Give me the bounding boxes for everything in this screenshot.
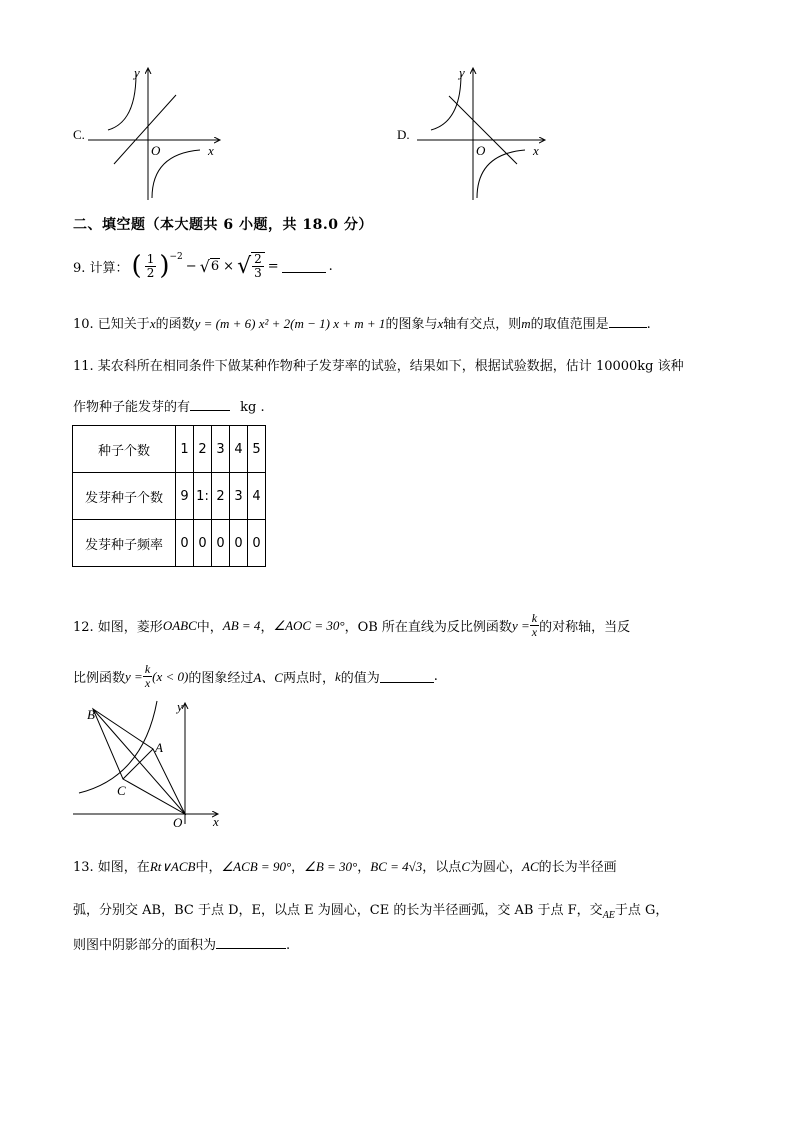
table-row: 发芽种子频率 0 0 0 0 0	[73, 520, 266, 567]
answer-blank-10[interactable]	[609, 315, 647, 328]
point-label-b: B	[87, 707, 95, 722]
question-11-line2: 作物种子能发芽的有 kg .	[73, 400, 265, 415]
q9-fraction: $\frac{1}{2}$	[146, 251, 155, 280]
question-9: 9. 计算： ( $\frac{1}{2}$ ) −2 − √ 6 × √ $\frac{2}{3}$ = .	[73, 251, 333, 281]
table-row: 发芽种子个数 9 1: 2 3 4	[73, 473, 266, 520]
question-13-line2: 弧，分别交 AB，BC 于点 D，E，以点 E 为圆心，CE 的长为半径画弧，交 AB 于点 F，交$_{AE}$于点 G，	[73, 903, 669, 921]
question-11-line1: 11. 某农科所在相同条件下做某种作物种子发芽率的试验，结果如下，根据试验数据，估计 10000kg 该种	[73, 359, 684, 374]
seed-table	[72, 425, 266, 567]
q10-formula: y = (m + 6) x² + 2(m − 1) x + m + 1	[194, 316, 386, 331]
point-label-c: C	[117, 783, 126, 798]
point-label-a: A	[155, 740, 163, 755]
option-c-graph	[88, 60, 228, 205]
answer-blank-13[interactable]	[216, 936, 286, 949]
q9-exponent: −2	[169, 252, 183, 262]
section-title: 二、填空题（本大题共 6 小题，共 18.0 分）	[73, 217, 373, 233]
question-12-line1: 12. 如图，菱形 OABC 中， AB = 4 ， ∠AOC = 30° ，OB 所在直线为反比例函数 y = $\frac{k}{x}$ 的对称轴，当反	[73, 611, 631, 639]
option-d-graph	[413, 60, 553, 205]
origin-label: O	[151, 143, 161, 158]
axis-label-y: y	[134, 65, 140, 80]
axis-label-y: y	[177, 699, 183, 714]
line-graph	[114, 95, 176, 164]
axis-label-y: y	[459, 65, 465, 80]
q9-sqrt6: √ 6	[199, 256, 220, 276]
q9-prefix: 9. 计算：	[73, 260, 129, 276]
question-13-line1: 13. 如图，在Rt∨ACB中，∠ACB = 90°，∠B = 30°，BC = 4√3，以点C为圆心，AC的长为半径画	[73, 859, 617, 875]
hyperbola-branch-upper-left	[431, 74, 461, 130]
question-13-line3: 则图中阴影部分的面积为 .	[73, 938, 291, 953]
arc-ae: AE	[602, 910, 615, 921]
diagonal-ac	[123, 749, 153, 779]
axis-label-x: x	[533, 143, 539, 158]
option-d-label: D.	[397, 127, 410, 142]
question-10: 10. 已知关于x的函数y = (m + 6) x² + 2(m − 1) x + m + 1的图象与x轴有交点，则m的取值范围是 .	[73, 316, 651, 332]
hyperbola-branch-upper-left	[108, 74, 136, 130]
axis-label-x: x	[213, 814, 219, 829]
answer-blank-9[interactable]	[282, 260, 326, 273]
q9-sqrt-frac: √ $\frac{2}{3}$	[237, 252, 265, 280]
answer-blank-11[interactable]	[190, 398, 230, 411]
option-c-label: C.	[73, 127, 85, 142]
origin-label: O	[476, 143, 486, 158]
question-12-line2: 比例函数 y = $\frac{k}{x}$ (x < 0) 的图象经过 A、C 两点时， k 的值为 .	[73, 662, 438, 690]
table-row: 种子个数 1 2 3 4 5	[73, 426, 266, 473]
origin-label: O	[173, 815, 183, 830]
answer-blank-12[interactable]	[380, 670, 434, 683]
q12-figure	[73, 697, 233, 832]
diagonal-ob	[93, 709, 185, 814]
axis-label-x: x	[208, 143, 214, 158]
q12-k-over-x: $\frac{k}{x}$	[531, 611, 538, 639]
